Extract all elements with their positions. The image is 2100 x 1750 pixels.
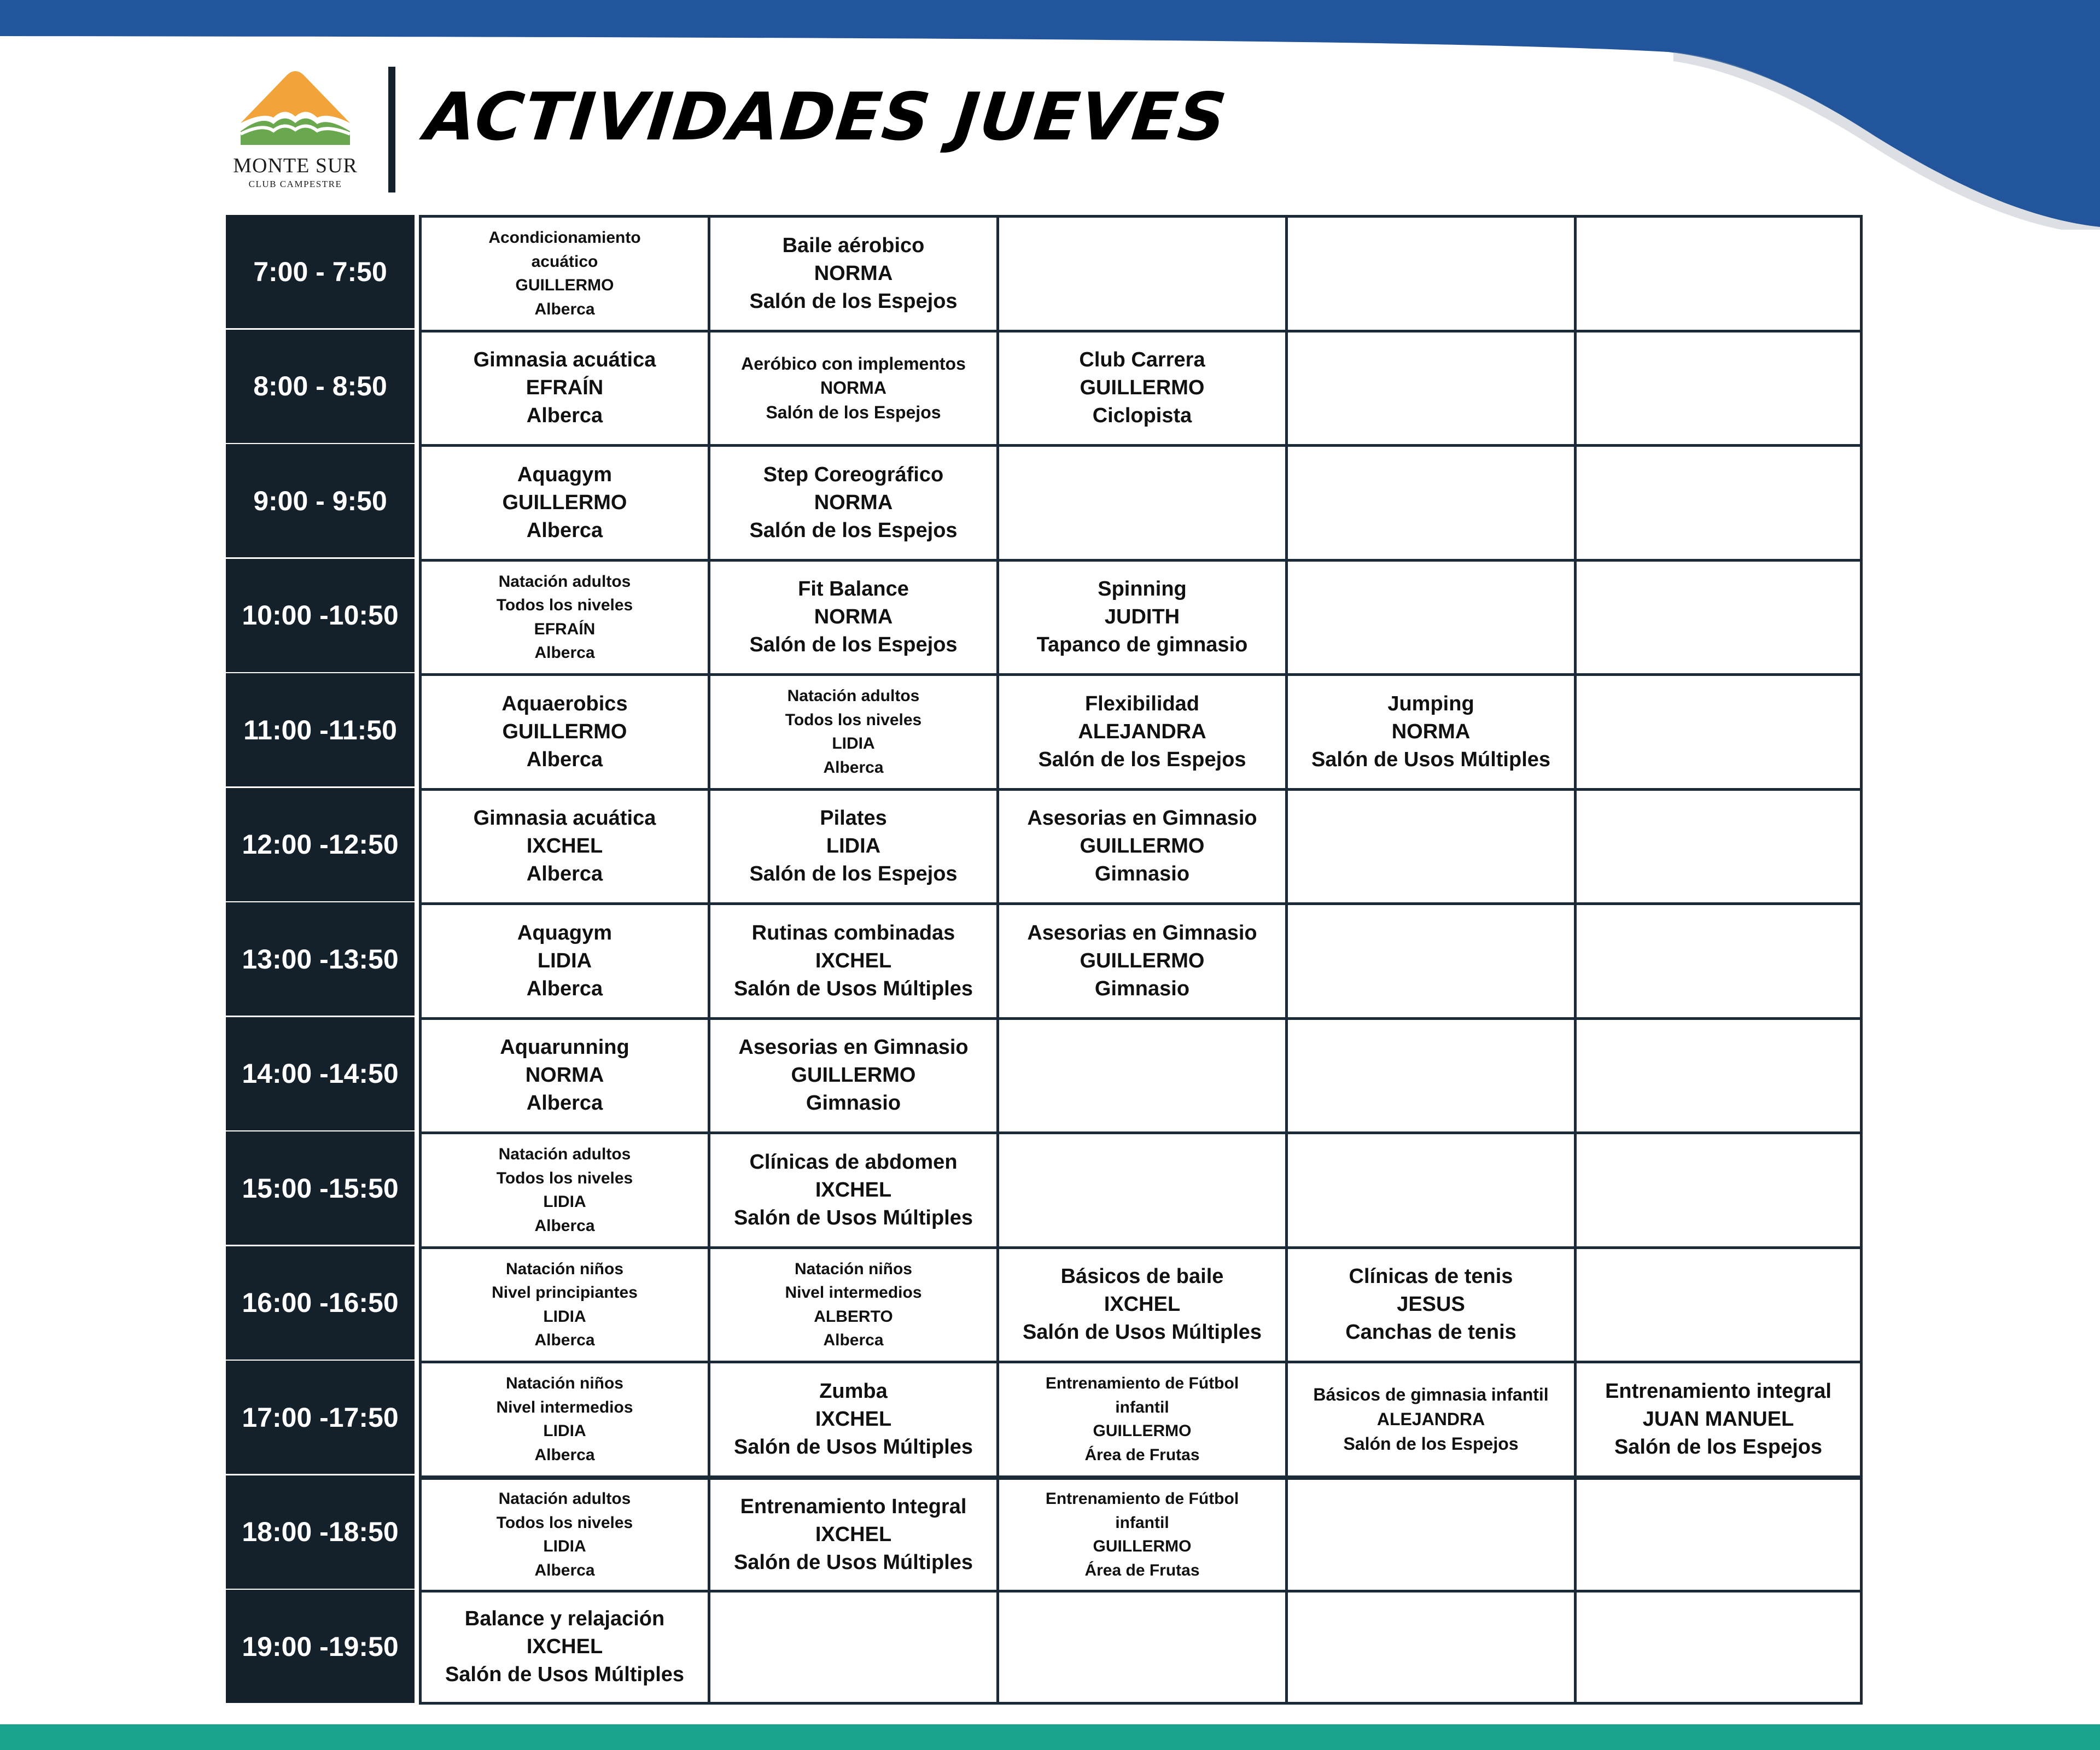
- activity-line: Todos los niveles: [496, 1513, 633, 1532]
- activity-line: Alberca: [534, 1331, 595, 1350]
- schedule-row: [226, 788, 1866, 903]
- activity-line: GUILLERMO: [791, 1064, 916, 1087]
- activity-line: Aquarunning: [500, 1036, 629, 1059]
- activity-cell: [419, 1246, 708, 1361]
- activity-cell: [1285, 673, 1574, 788]
- activity-line: IXCHEL: [815, 1407, 892, 1431]
- activity-line: GUILLERMO: [1080, 949, 1205, 972]
- activity-line: Natación adultos: [498, 1490, 631, 1508]
- activity-cell: [419, 902, 708, 1017]
- time-slot-label: 8:00 - 8:50: [226, 330, 415, 443]
- activity-line: Alberca: [534, 300, 595, 318]
- schedule-row: [226, 1590, 1866, 1705]
- activity-line: Gimnasio: [1094, 862, 1190, 886]
- activity-line: Salón de Usos Múltiples: [445, 1663, 685, 1687]
- empty-cell: [1285, 1017, 1574, 1132]
- activity-line: Salón de los Espejos: [749, 862, 958, 886]
- activity-cell: [708, 1475, 996, 1590]
- time-slot-label: 15:00 -15:50: [226, 1131, 415, 1245]
- time-slot-label: 12:00 -12:50: [226, 788, 415, 901]
- empty-cell: [1574, 444, 1863, 559]
- activity-line: Natación niños: [794, 1259, 912, 1278]
- activity-line: Salón de Usos Múltiples: [1022, 1321, 1262, 1344]
- activity-line: Natación niños: [505, 1374, 623, 1393]
- empty-cell: [708, 1590, 996, 1705]
- activity-line: Todos los niveles: [496, 1169, 633, 1187]
- activity-line: IXCHEL: [526, 1635, 603, 1659]
- activity-line: Alberca: [526, 748, 603, 771]
- empty-cell: [1285, 444, 1574, 559]
- schedule-row: [226, 559, 1866, 674]
- activity-cell: [419, 673, 708, 788]
- empty-cell: [1285, 788, 1574, 903]
- empty-cell: [996, 1131, 1285, 1246]
- activity-cell: [1285, 1246, 1574, 1361]
- logo-subtitle: CLUB CAMPESTRE: [248, 179, 342, 189]
- activity-line: Salón de los Espejos: [749, 518, 958, 542]
- activity-line: Gimnasia acuática: [473, 807, 656, 830]
- activity-line: NORMA: [814, 261, 893, 285]
- bottom-bar: [0, 1724, 2100, 1750]
- activity-line: Club Carrera: [1079, 348, 1205, 372]
- logo-name: MONTE SUR: [233, 154, 358, 177]
- activity-line: Salón de los Espejos: [1614, 1435, 1823, 1459]
- activity-line: Natación adultos: [787, 687, 920, 705]
- empty-cell: [1574, 1131, 1863, 1246]
- time-slot-label: 16:00 -16:50: [226, 1246, 415, 1360]
- activity-cell: [708, 330, 996, 445]
- activity-line: LIDIA: [543, 1193, 586, 1211]
- activity-line: Tapanco de gimnasio: [1036, 633, 1248, 657]
- activity-line: Flexibilidad: [1084, 692, 1200, 715]
- activity-line: Aquagym: [517, 463, 612, 486]
- activity-line: Salón de los Espejos: [749, 289, 958, 313]
- activity-line: Alberca: [823, 1331, 884, 1350]
- activity-line: Natación adultos: [498, 1145, 631, 1164]
- activity-line: LIDIA: [543, 1307, 586, 1326]
- empty-cell: [1574, 559, 1863, 674]
- title-divider: [388, 67, 395, 192]
- empty-cell: [1285, 1590, 1574, 1705]
- activity-line: Zumba: [819, 1379, 888, 1403]
- activity-line: Alberca: [534, 1561, 595, 1579]
- time-slot-label: 19:00 -19:50: [226, 1590, 415, 1703]
- time-slot-label: 17:00 -17:50: [226, 1361, 415, 1474]
- activity-line: IXCHEL: [526, 835, 603, 858]
- empty-cell: [1285, 215, 1574, 330]
- activity-line: ALEJANDRA: [1078, 720, 1206, 743]
- schedule-row: [226, 1131, 1866, 1246]
- activity-line: ALBERTO: [814, 1307, 893, 1326]
- activity-cell: [1574, 1361, 1863, 1475]
- activity-cell: [419, 1017, 708, 1132]
- activity-line: Aquagym: [517, 921, 612, 944]
- time-slot-label: 18:00 -18:50: [226, 1475, 415, 1589]
- activity-cell: [708, 1361, 996, 1475]
- activity-cell: [708, 1131, 996, 1246]
- activity-line: Entrenamiento Integral: [740, 1495, 967, 1518]
- activity-line: Asesorias en Gimnasio: [1027, 921, 1257, 944]
- schedule-row: [226, 215, 1866, 330]
- activity-line: Alberca: [534, 1216, 595, 1235]
- schedule-row: [226, 1475, 1866, 1590]
- activity-cell: [708, 902, 996, 1017]
- activity-cell: [419, 1475, 708, 1590]
- activity-line: IXCHEL: [815, 949, 892, 972]
- schedule-row: [226, 673, 1866, 788]
- empty-cell: [1574, 1246, 1863, 1361]
- mountain-sun-logo-icon: [235, 63, 355, 150]
- activity-line: Salón de los Espejos: [749, 633, 958, 657]
- activity-line: Todos los niveles: [785, 710, 922, 729]
- activity-line: Salón de Usos Múltiples: [733, 977, 973, 1000]
- schedule-row: [226, 1361, 1866, 1475]
- activity-line: Salón de Usos Múltiples: [733, 1206, 973, 1229]
- activity-line: Aquaerobics: [501, 692, 628, 715]
- activity-line: LIDIA: [832, 734, 875, 753]
- empty-cell: [996, 1590, 1285, 1705]
- activity-line: EFRAÍN: [526, 376, 604, 400]
- activity-line: Spinning: [1098, 578, 1187, 601]
- activity-line: Canchas de tenis: [1345, 1321, 1516, 1344]
- activity-line: Gimnasio: [806, 1092, 901, 1115]
- activity-line: GUILLERMO: [515, 276, 614, 295]
- activity-cell: [708, 444, 996, 559]
- activity-cell: [419, 788, 708, 903]
- activity-line: Área de Frutas: [1084, 1445, 1200, 1464]
- activity-line: Alberca: [526, 1092, 603, 1115]
- empty-cell: [1285, 1131, 1574, 1246]
- activity-cell: [996, 673, 1285, 788]
- activity-line: Básicos de baile: [1060, 1265, 1224, 1288]
- activity-line: NORMA: [814, 605, 893, 629]
- activity-line: Asesorias en Gimnasio: [738, 1036, 969, 1059]
- activity-line: Alberca: [823, 758, 884, 777]
- activity-line: Salón de Usos Múltiples: [733, 1435, 973, 1459]
- activity-line: Entrenamiento de Fútbol: [1045, 1374, 1239, 1393]
- activity-cell: [708, 215, 996, 330]
- activity-line: NORMA: [1391, 720, 1471, 743]
- activity-line: IXCHEL: [1104, 1293, 1181, 1316]
- activity-line: NORMA: [525, 1064, 604, 1087]
- empty-cell: [996, 444, 1285, 559]
- time-slot-label: 14:00 -14:50: [226, 1017, 415, 1130]
- activity-line: Nivel intermedios: [496, 1398, 633, 1416]
- activity-line: IXCHEL: [815, 1178, 892, 1201]
- empty-cell: [1285, 330, 1574, 445]
- activity-line: GUILLERMO: [1093, 1422, 1192, 1440]
- activity-line: Alberca: [534, 644, 595, 662]
- activity-line: Rutinas combinadas: [751, 921, 955, 944]
- activity-line: Asesorias en Gimnasio: [1027, 807, 1257, 830]
- activity-line: Step Coreográfico: [763, 463, 944, 486]
- club-logo: [230, 63, 361, 197]
- activity-line: GUILLERMO: [502, 491, 627, 514]
- activity-line: infantil: [1115, 1398, 1169, 1416]
- activity-cell: [996, 559, 1285, 674]
- schedule-row: [226, 1017, 1866, 1132]
- activity-cell: [419, 215, 708, 330]
- empty-cell: [1285, 1475, 1574, 1590]
- empty-cell: [996, 1017, 1285, 1132]
- activity-line: GUILLERMO: [1080, 835, 1205, 858]
- activity-line: Entrenamiento integral: [1605, 1379, 1831, 1403]
- activity-line: Clínicas de tenis: [1349, 1265, 1513, 1288]
- activity-cell: [996, 788, 1285, 903]
- activity-line: Pilates: [820, 807, 887, 830]
- activity-cell: [996, 902, 1285, 1017]
- schedule-row: [226, 330, 1866, 445]
- activity-line: Básicos de gimnasia infantil: [1313, 1385, 1549, 1405]
- activity-cell: [419, 330, 708, 445]
- time-slot-label: 9:00 - 9:50: [226, 444, 415, 557]
- activity-line: Alberca: [534, 1445, 595, 1464]
- activity-line: GUILLERMO: [1080, 376, 1205, 400]
- empty-cell: [1574, 902, 1863, 1017]
- empty-cell: [1285, 559, 1574, 674]
- activity-line: Natación niños: [505, 1259, 624, 1278]
- time-slot-label: 11:00 -11:50: [226, 673, 415, 786]
- activity-cell: [996, 1475, 1285, 1590]
- empty-cell: [1574, 1590, 1863, 1705]
- activity-line: GUILLERMO: [1093, 1537, 1192, 1556]
- activity-line: Alberca: [526, 404, 603, 428]
- activity-line: Nivel principiantes: [492, 1284, 638, 1302]
- activity-line: LIDIA: [543, 1537, 586, 1556]
- empty-cell: [1574, 1017, 1863, 1132]
- activity-line: Alberca: [526, 977, 603, 1000]
- activity-line: Salón de Usos Múltiples: [733, 1550, 973, 1574]
- time-slot-label: 7:00 - 7:50: [226, 215, 415, 328]
- activity-line: JUAN MANUEL: [1642, 1407, 1794, 1431]
- time-slot-label: 13:00 -13:50: [226, 902, 415, 1016]
- schedule-row: [226, 1246, 1866, 1361]
- activity-line: GUILLERMO: [502, 720, 627, 743]
- empty-cell: [1285, 902, 1574, 1017]
- empty-cell: [1574, 673, 1863, 788]
- activity-cell: [708, 559, 996, 674]
- activity-cell: [708, 1017, 996, 1132]
- page-title: ACTIVIDADES JUEVES: [421, 79, 1231, 155]
- activity-cell: [1285, 1361, 1574, 1475]
- activity-line: Baile aérobico: [782, 234, 925, 257]
- activity-line: LIDIA: [537, 949, 592, 972]
- activity-line: ALEJANDRA: [1376, 1409, 1485, 1429]
- activity-line: NORMA: [820, 378, 886, 398]
- activity-cell: [996, 330, 1285, 445]
- activity-cell: [996, 1246, 1285, 1361]
- activity-line: Área de Frutas: [1084, 1561, 1200, 1579]
- activity-line: infantil: [1115, 1513, 1169, 1532]
- activity-line: Todos los niveles: [496, 596, 633, 615]
- activity-line: Entrenamiento de Fútbol: [1045, 1490, 1239, 1508]
- activity-line: Alberca: [526, 862, 603, 886]
- activity-line: JESUS: [1397, 1293, 1465, 1316]
- activity-line: NORMA: [814, 491, 893, 514]
- activity-cell: [419, 444, 708, 559]
- activity-cell: [419, 559, 708, 674]
- schedule-row: [226, 444, 1866, 559]
- schedule-grid: [226, 215, 1866, 1705]
- activity-cell: [996, 1361, 1285, 1475]
- activity-line: acuático: [531, 252, 598, 271]
- activity-line: Salón de los Espejos: [1038, 748, 1246, 771]
- empty-cell: [1574, 330, 1863, 445]
- activity-line: Balance y relajación: [464, 1607, 665, 1631]
- activity-cell: [708, 673, 996, 788]
- activity-line: Gimnasio: [1094, 977, 1190, 1000]
- activity-line: Nivel intermedios: [785, 1284, 922, 1302]
- activity-line: JUDITH: [1104, 605, 1180, 629]
- activity-cell: [708, 1246, 996, 1361]
- empty-cell: [996, 215, 1285, 330]
- empty-cell: [1574, 788, 1863, 903]
- activity-line: Aeróbico con implementos: [741, 353, 966, 374]
- empty-cell: [1574, 215, 1863, 330]
- activity-line: Ciclopista: [1092, 404, 1192, 428]
- time-slot-label: 10:00 -10:50: [226, 559, 415, 672]
- activity-line: Salón de los Espejos: [1343, 1433, 1519, 1454]
- activity-line: Salón de los Espejos: [766, 402, 941, 423]
- activity-line: Salón de Usos Múltiples: [1311, 748, 1551, 771]
- activity-line: Alberca: [526, 518, 603, 542]
- activity-line: Gimnasia acuática: [473, 348, 656, 372]
- activity-cell: [419, 1361, 708, 1475]
- activity-line: Natación adultos: [498, 572, 631, 591]
- activity-line: EFRAÍN: [534, 620, 596, 638]
- activity-cell: [708, 788, 996, 903]
- activity-cell: [419, 1131, 708, 1246]
- activity-line: Acondicionamiento: [488, 229, 641, 247]
- activity-line: Fit Balance: [798, 578, 909, 601]
- activity-line: LIDIA: [826, 835, 881, 858]
- empty-cell: [1574, 1475, 1863, 1590]
- activity-cell: [419, 1590, 708, 1705]
- activity-line: LIDIA: [543, 1422, 586, 1440]
- activity-line: Jumping: [1387, 692, 1474, 715]
- activity-line: IXCHEL: [815, 1522, 892, 1546]
- schedule-row: [226, 902, 1866, 1017]
- activity-line: Clínicas de abdomen: [749, 1150, 958, 1174]
